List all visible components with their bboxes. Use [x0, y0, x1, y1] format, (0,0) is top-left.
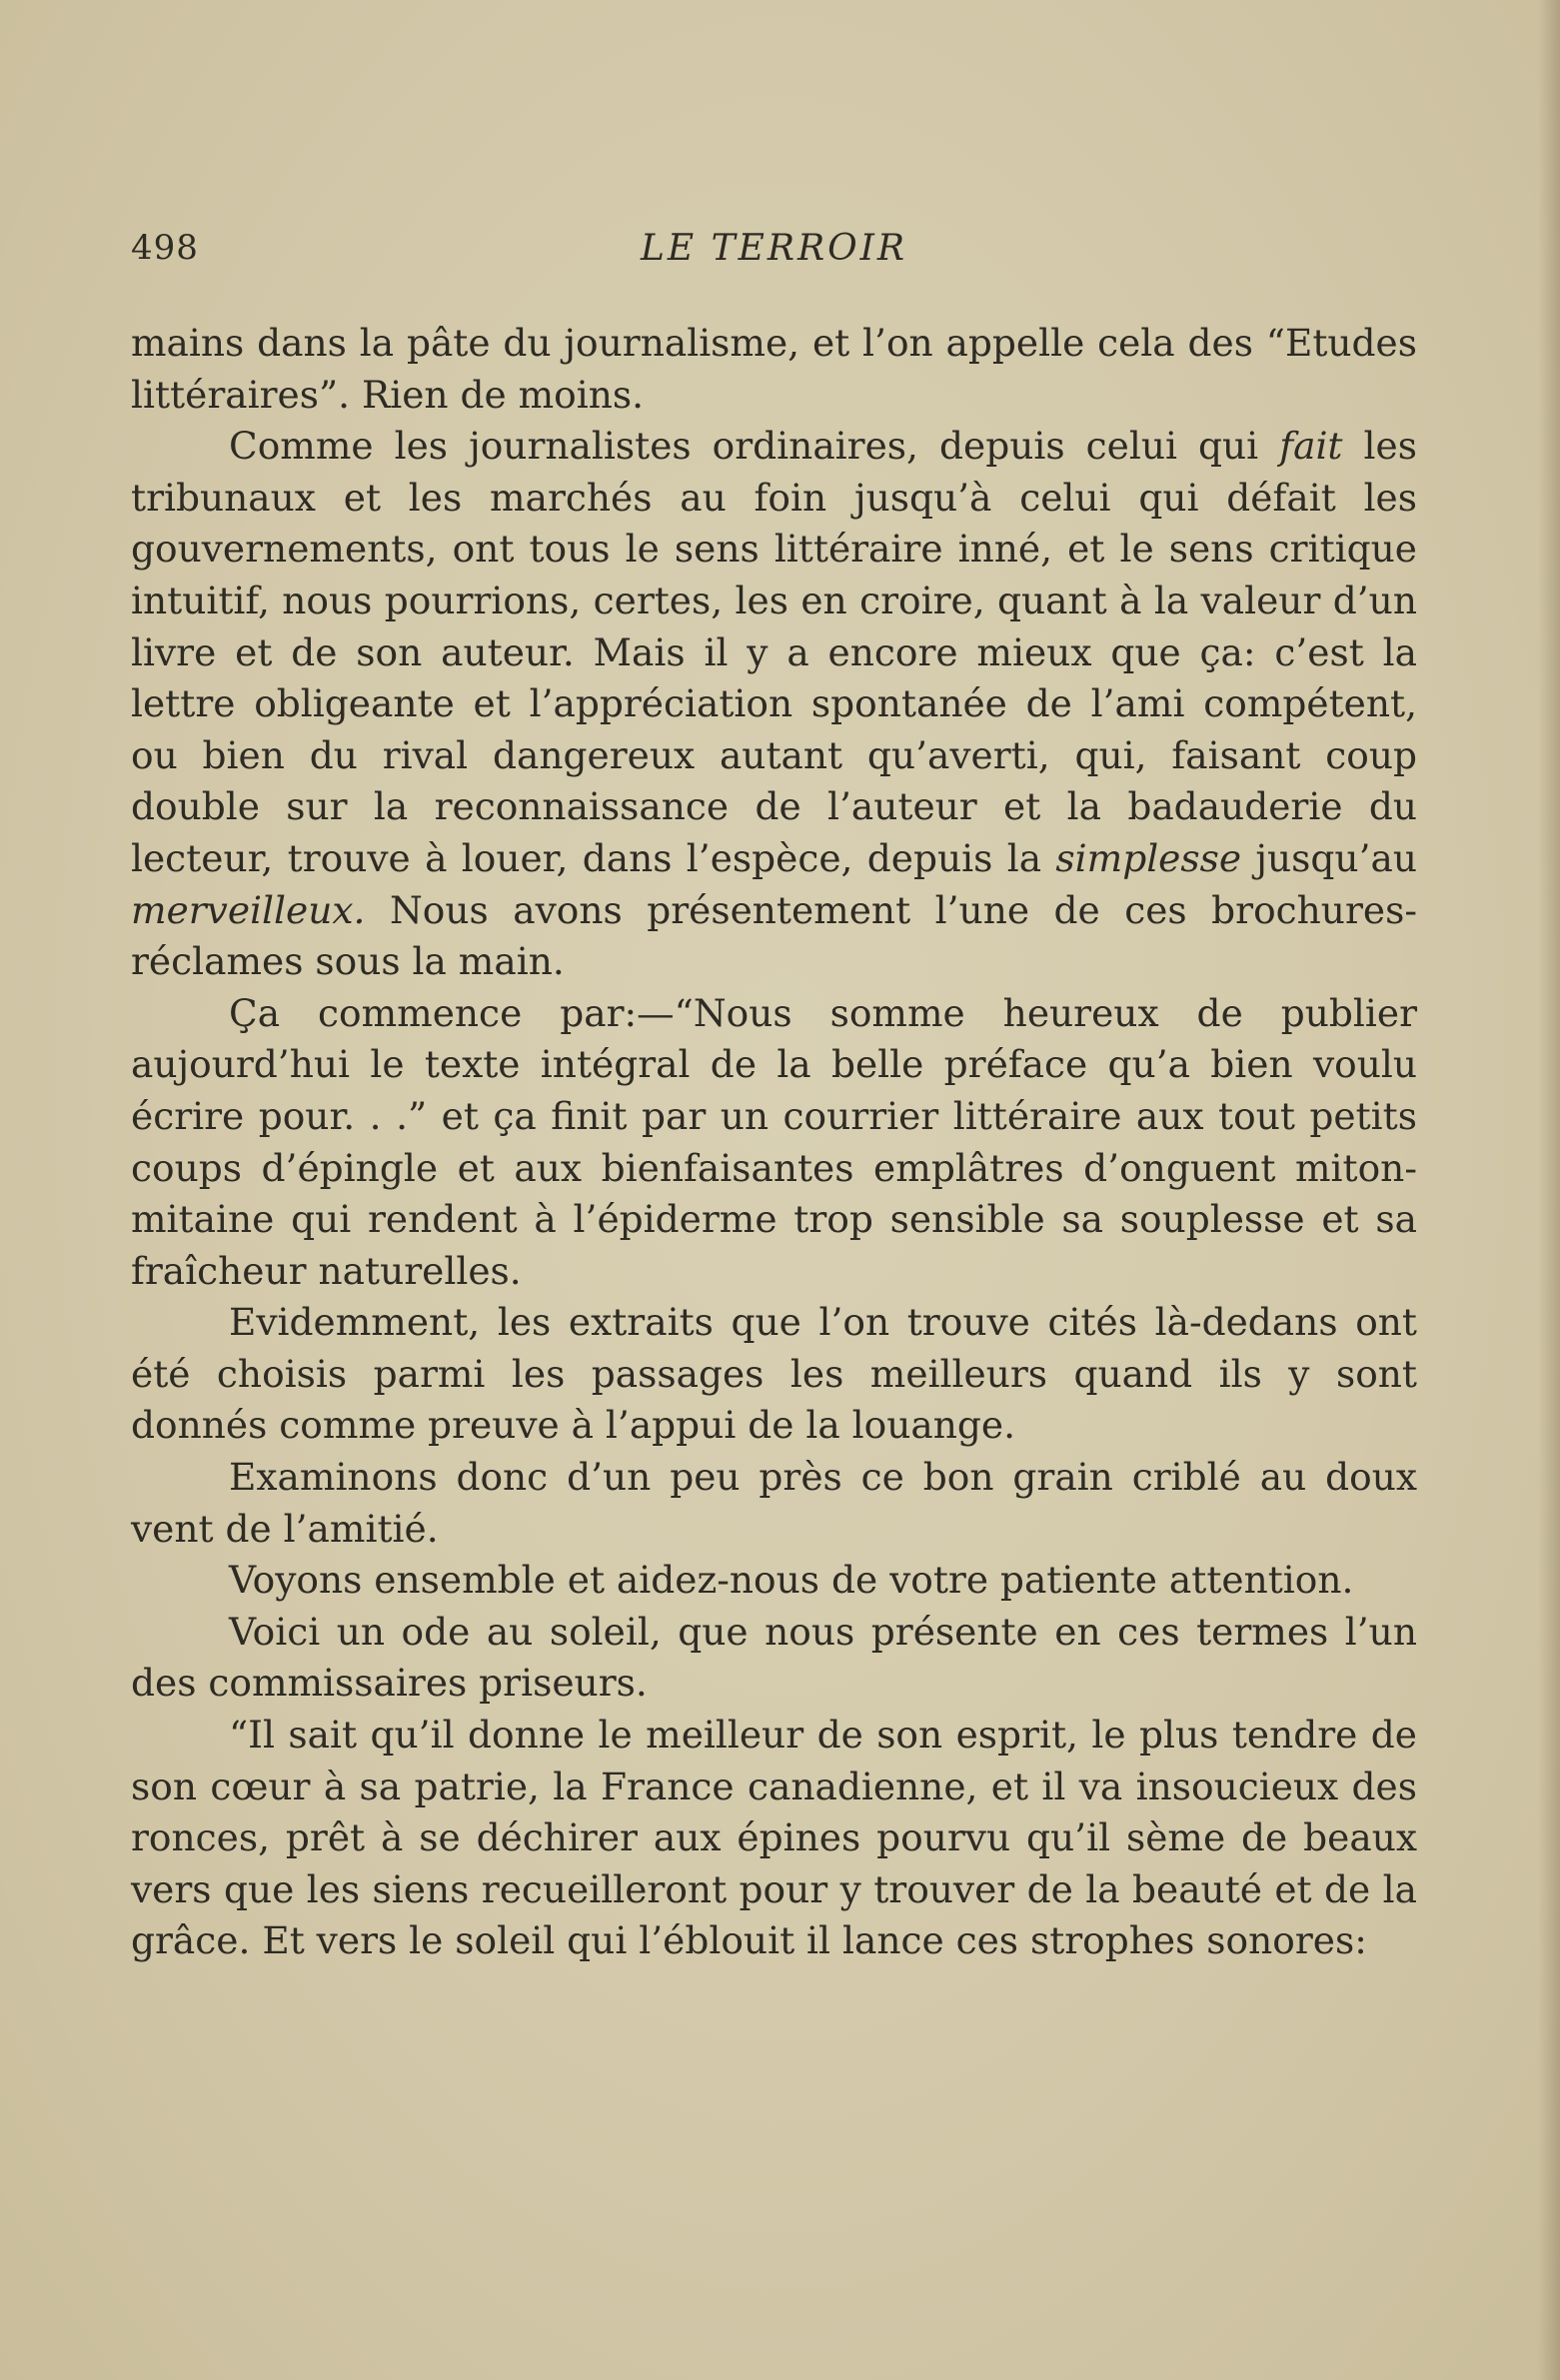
- paragraph-2-text-b: les tribunaux et les marchés au foin jusqu’à celui qui défait les gouvernements, ont tous le sens littéraire inné, et le sens critique intuitif, nous pourrions, certes, les en croire, quant à la valeur d’un livre et de son auteur. Mais il y a encore mieux que ça: c’est la lettre obligeante et l’appréciation spontanée de l’ami compétent, ou bien du rival dangereux autant qu’averti, qui, faisant coup double sur la reconnaissance de l’auteur et la badauderie du lecteur, trouve à louer, dans l’espèce, depuis la: [131, 424, 1417, 880]
- paragraph-2-text-c: jusqu’au: [1241, 835, 1417, 880]
- page-number: 498: [131, 228, 199, 268]
- paragraph-2-text-a: Comme les journalistes ordinaires, depuis celui qui: [229, 424, 1280, 469]
- paragraph-2-emphasis-simplesse: simplesse: [1055, 835, 1242, 880]
- paragraph-2: [131, 421, 1417, 988]
- paragraph-7: Voici un ode au soleil, que nous présente en ces termes l’un des commissaires priseurs.: [131, 1609, 1417, 1706]
- paragraph-4: Evidemment, les extraits que l’on trouve cités là-dedans ont été choisis parmi les passages les meilleurs quand ils y sont donnés comme preuve à l’appui de la louange.: [131, 1300, 1417, 1448]
- paragraph-2-emphasis-fait: fait: [1279, 424, 1343, 469]
- paragraph-2-emphasis-merveilleux: merveilleux.: [131, 887, 366, 932]
- page-header: [131, 228, 1417, 278]
- page-edge-shadow: [1538, 0, 1560, 2380]
- paragraph-2-text-d: Nous avons présentement l’une de ces brochures-réclames sous la main.: [131, 887, 1417, 984]
- paragraph-8: “Il sait qu’il donne le meilleur de son esprit, le plus tendre de son cœur à sa patrie, la France canadienne, et il va insoucieux des ronces, prêt à se déchirer aux épines pourvu qu’il sème de beaux vers que les siens recueilleront pour y trouver de la beauté et de la grâce. Et vers le soleil qui l’éblouit il lance ces strophes sonores:: [131, 1713, 1417, 1963]
- paragraph-5: Examinons donc d’un peu près ce bon grain criblé au doux vent de l’amitié.: [131, 1455, 1417, 1551]
- paragraph-6: Voyons ensemble et aidez-nous de votre patiente attention.: [229, 1558, 1354, 1603]
- paragraph-3: Ça commence par:—“Nous somme heureux de publier aujourd’hui le texte intégral de la belle préface qu’a bien voulu écrire pour. . .” et ça finit par un courrier littéraire aux tout petits coups d’épingle et aux bienfaisantes emplâtres d’onguent miton-mitaine qui rendent à l’épiderme trop sensible sa souplesse et sa fraîcheur naturelles.: [131, 990, 1417, 1293]
- running-title: LE TERROIR: [641, 228, 907, 269]
- paragraph-1: mains dans la pâte du journalisme, et l’on appelle cela des “Etudes littéraires”. Rien de moins.: [131, 321, 1417, 417]
- body-text: [131, 318, 1417, 1967]
